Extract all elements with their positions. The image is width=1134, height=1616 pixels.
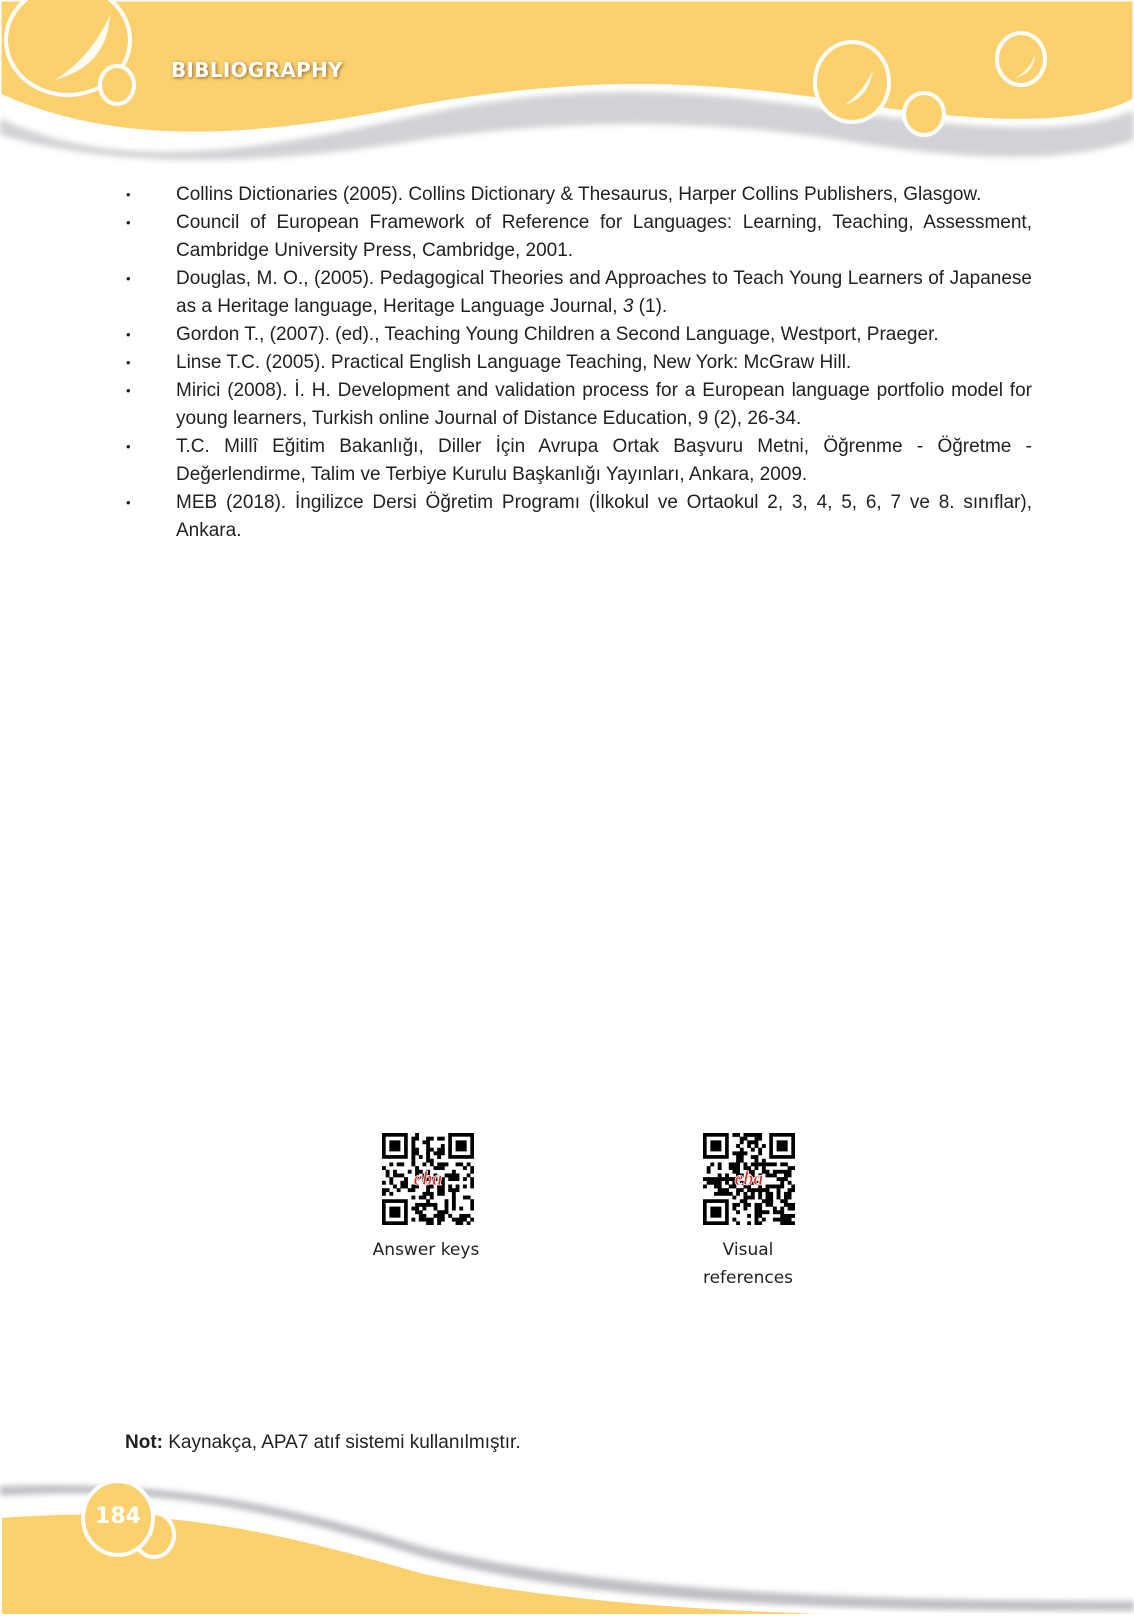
note [125,1432,521,1454]
reference-text-end: (1). [633,296,668,317]
bibliography-item [126,181,1032,209]
bibliography-item [126,265,1032,321]
reference-text: Collins Dictionaries (2005). Collins Dictionary & Thesaurus, Harper Collins Publishers, Glasgow. [176,184,982,205]
bullet: • [126,383,131,398]
bullet: • [126,355,131,370]
eba-logo: eba [413,1168,443,1190]
caption-line: references [702,1268,794,1288]
reference-text: Gordon T., (2007). (ed)., Teaching Young Children a Second Language, Westport, Praeger. [176,324,939,345]
header-wave-decoration [0,0,1134,170]
qr-caption-answer-keys: Answer keys [372,1240,480,1260]
bullet: • [126,187,131,202]
bibliography-list [126,181,1032,545]
bibliography-item [126,433,1032,489]
bullet: • [126,327,131,342]
qr-code-visual-references[interactable] [703,1133,795,1225]
qr-caption-visual-references [668,1236,828,1292]
reference-text: Linse T.C. (2005). Practical English Language Teaching, New York: McGraw Hill. [176,352,852,373]
bibliography-item [126,209,1032,265]
bullet: • [126,439,131,454]
bibliography-item [126,321,1032,349]
volume-number: 3 [622,296,634,317]
footer-wave-decoration [0,1476,1134,1616]
qr-code-answer-keys[interactable] [382,1133,474,1225]
bullet: • [126,215,131,230]
note-label: Not: [125,1432,163,1453]
bibliography-item [126,377,1032,433]
eba-logo: eba [734,1168,764,1190]
reference-text: T.C. Millî Eğitim Bakanlığı, Diller İçin Avrupa Ortak Başvuru Metni, Öğrenme - Öğretme - Değerlendirme, Talim ve Terbiye Kurulu Başkanlığı Yayınları, Ankara, 2009. [176,436,1032,485]
reference-text: MEB (2018). İngilizce Dersi Öğretim Programı (İlkokul ve Ortaokul 2, 3, 4, 5, 6, 7 ve 8. sınıflar), Ankara. [176,492,1032,541]
caption-line: Visual [722,1240,774,1260]
reference-text: Douglas, M. O., (2005). Pedagogical Theories and Approaches to Teach Young Learners of Japanese as a Heritage language, Heritage Language Journal, [176,268,1032,317]
bullet: • [126,495,131,510]
reference-text: Council of European Framework of Reference for Languages: Learning, Teaching, Assessment, Cambridge University Press, Cambridge, 2001. [176,212,1032,261]
reference-text: Mirici (2008). İ. H. Development and validation process for a European language portfolio model for young learners, Turkish online Journal of Distance Education, 9 (2), 26-34. [176,380,1032,429]
page-number: 184 [95,1504,141,1529]
bullet: • [126,271,131,286]
page-title: BIBLIOGRAPHY [171,58,343,82]
bibliography-item [126,489,1032,545]
note-text: Kaynakça, APA7 atıf sistemi kullanılmıştır. [162,1432,521,1453]
bibliography-item [126,349,1032,377]
